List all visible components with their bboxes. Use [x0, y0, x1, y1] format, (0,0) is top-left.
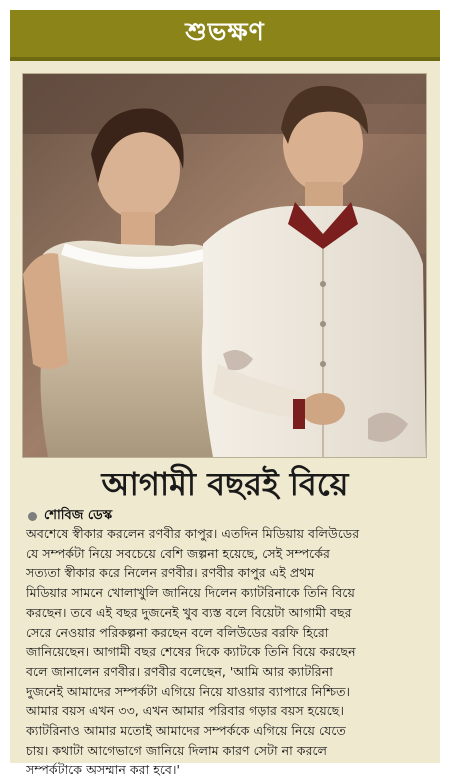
article-headline: আগামী বছরই বিয়ে — [101, 465, 349, 503]
article-body — [26, 524, 428, 780]
body-line: জানিয়েছেন। আগামী বছর শেষের দিকে ক্যাটকে তিনি বিয়ে করছেন — [26, 644, 356, 660]
body-line: করছেন। তবে এই বছর দুজনেই খুব ব্যস্ত বলে বিয়েটা আগামী বছর — [26, 604, 352, 620]
body-line: ক্যাটরিনাও আমার মতোই আমাদের সম্পর্ককে এগিয়ে নিয়ে যেতে — [26, 723, 346, 739]
body-line: সত্যতা স্বীকার করে নিলেন রণবীর। রণবীর কাপুর এই প্রথম — [26, 565, 315, 581]
body-line: মিডিয়ার সামনে খোলাখুলি জানিয়ে দিলেন ক্যাটরিনাকে তিনি বিয়ে — [26, 585, 355, 601]
body-line: অবশেষে স্বীকার করলেন রণবীর কাপুর। এতদিন মিডিয়ায় বলিউডের — [26, 526, 360, 541]
body-line: বলে জানালেন রণবীর। রণবীর বলেছেন, 'আমি আর ক্যাটরিনা — [26, 663, 333, 679]
body-line: আমার বয়স এখন ৩৩, এখন আমার পরিবার গড়ার বয়স হয়েছে। — [26, 703, 344, 719]
body-line: দুজনেই আমাদের সম্পর্কটা এগিয়ে নিয়ে যাওয়ার ব্যাপারে নিশ্চিত। — [26, 683, 351, 699]
section-header — [10, 10, 440, 57]
newspaper-clipping — [10, 10, 440, 778]
body-line: যে সম্পর্কটা নিয়ে সবচেয়ে বেশি জল্পনা হয়েছে, সেই সম্পর্কের — [26, 545, 330, 561]
body-line: সম্পর্কটাকে অসম্মান করা হবে।' — [26, 762, 180, 778]
byline-text: শোবিজ ডেস্ক — [44, 508, 113, 523]
section-title: শুভক্ষণ — [185, 17, 265, 46]
body-line: চায়। কথাটা আগেভাগে জানিয়ে দিলাম কারণ সেটা না করলে — [26, 742, 327, 758]
header-divider — [10, 57, 440, 61]
article-photo — [22, 73, 427, 458]
body-line: সেরে নেওয়ার পরিকল্পনা করছেন বলে বলিউডের বরফি হিরো — [26, 624, 329, 640]
bullet-icon — [28, 512, 37, 521]
